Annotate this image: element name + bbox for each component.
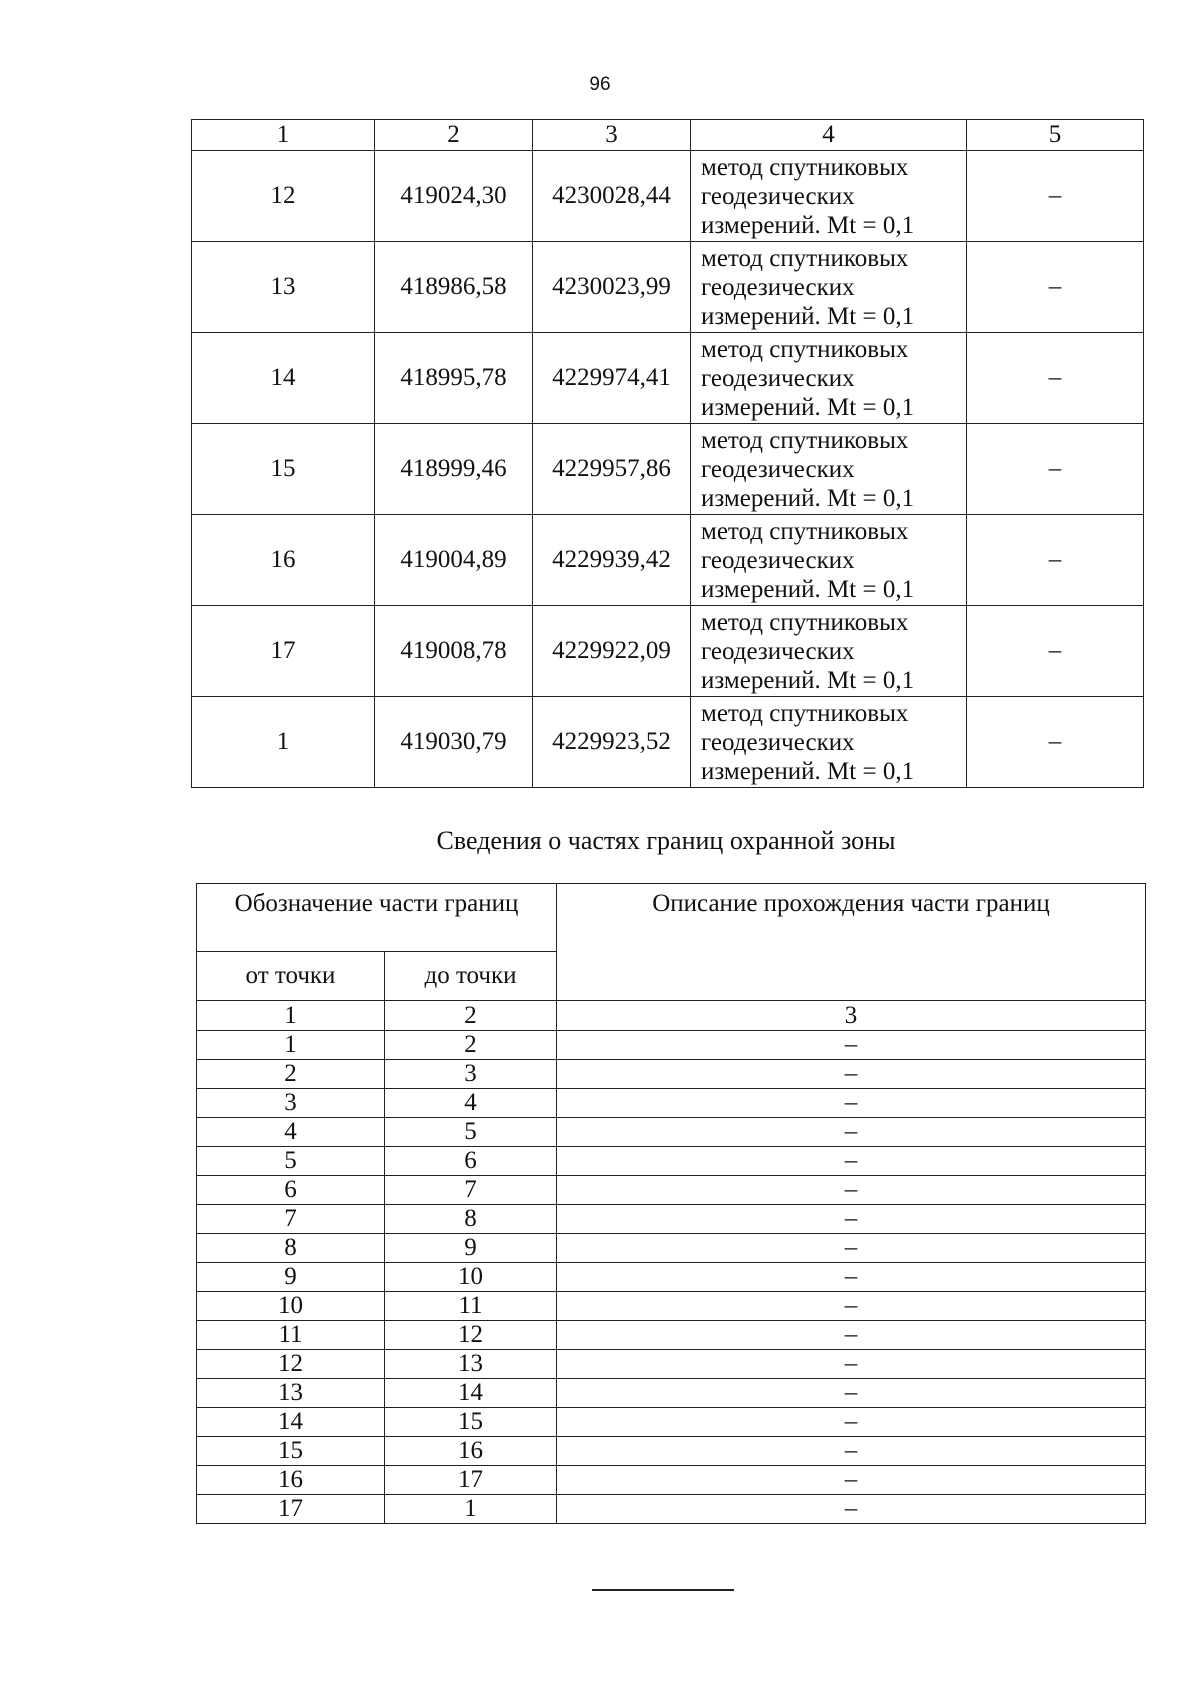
y-coordinate: 4229957,86 <box>533 424 691 515</box>
part-description: – <box>557 1321 1146 1350</box>
point-number: 14 <box>192 333 375 424</box>
method-line: метод спутниковых <box>701 244 909 272</box>
description-header: Описание прохождения части границ <box>557 884 1146 1001</box>
part-description: – <box>557 1437 1146 1466</box>
to-point: 4 <box>385 1089 557 1118</box>
method-line: метод спутниковых <box>701 426 909 454</box>
method-line: измерений. Mt = 0,1 <box>701 302 915 330</box>
from-point: 3 <box>197 1089 385 1118</box>
end-rule <box>592 1589 734 1591</box>
to-point: 2 <box>385 1031 557 1060</box>
part-description: – <box>557 1292 1146 1321</box>
boundary-part-row <box>197 1205 1146 1234</box>
part-description: – <box>557 1089 1146 1118</box>
boundary-part-row <box>197 1321 1146 1350</box>
note: – <box>967 697 1144 788</box>
boundary-parts-table <box>196 883 1146 1524</box>
determination-method <box>691 242 967 333</box>
to-point: 11 <box>385 1292 557 1321</box>
column-header: 1 <box>192 120 375 151</box>
method-line: измерений. Mt = 0,1 <box>701 575 915 603</box>
method-line: измерений. Mt = 0,1 <box>701 757 915 785</box>
part-description: – <box>557 1350 1146 1379</box>
from-point: 4 <box>197 1118 385 1147</box>
to-point-header: до точки <box>385 952 557 1001</box>
y-coordinate: 4229923,52 <box>533 697 691 788</box>
part-description: – <box>557 1147 1146 1176</box>
note: – <box>967 242 1144 333</box>
boundary-part-row <box>197 1379 1146 1408</box>
from-point: 6 <box>197 1176 385 1205</box>
boundary-part-row <box>197 1466 1146 1495</box>
to-point: 12 <box>385 1321 557 1350</box>
boundary-part-row <box>197 1118 1146 1147</box>
page-number: 96 <box>589 74 611 95</box>
method-line: метод спутниковых <box>701 699 909 727</box>
from-point: 17 <box>197 1495 385 1524</box>
method-line: измерений. Mt = 0,1 <box>701 393 915 421</box>
from-point: 1 <box>197 1031 385 1060</box>
section-title: Сведения о частях границ охранной зоны <box>436 826 896 855</box>
from-point: 7 <box>197 1205 385 1234</box>
part-description: – <box>557 1466 1146 1495</box>
coordinates-header-row <box>192 120 1144 151</box>
method-line: геодезических <box>701 273 855 301</box>
to-point: 7 <box>385 1176 557 1205</box>
x-coordinate: 419024,30 <box>375 151 533 242</box>
boundary-part-row <box>197 1292 1146 1321</box>
point-number: 17 <box>192 606 375 697</box>
boundary-part-row <box>197 1350 1146 1379</box>
method-line: метод спутниковых <box>701 608 909 636</box>
method-line: геодезических <box>701 364 855 392</box>
boundary-part-row <box>197 1263 1146 1292</box>
part-description: – <box>557 1379 1146 1408</box>
to-point: 6 <box>385 1147 557 1176</box>
coordinates-row <box>192 424 1144 515</box>
x-coordinate: 418995,78 <box>375 333 533 424</box>
coordinates-row <box>192 242 1144 333</box>
part-description: – <box>557 1205 1146 1234</box>
note: – <box>967 515 1144 606</box>
point-number: 1 <box>192 697 375 788</box>
column-number: 3 <box>557 1001 1146 1031</box>
point-number: 15 <box>192 424 375 515</box>
y-coordinate: 4230028,44 <box>533 151 691 242</box>
from-point: 12 <box>197 1350 385 1379</box>
method-line: метод спутниковых <box>701 335 909 363</box>
to-point: 3 <box>385 1060 557 1089</box>
y-coordinate: 4229922,09 <box>533 606 691 697</box>
point-number: 12 <box>192 151 375 242</box>
to-point: 1 <box>385 1495 557 1524</box>
part-description: – <box>557 1495 1146 1524</box>
from-point: 11 <box>197 1321 385 1350</box>
part-description: – <box>557 1031 1146 1060</box>
coordinates-row <box>192 151 1144 242</box>
to-point: 16 <box>385 1437 557 1466</box>
boundary-part-row <box>197 1147 1146 1176</box>
method-line: геодезических <box>701 728 855 756</box>
x-coordinate: 418999,46 <box>375 424 533 515</box>
x-coordinate: 419008,78 <box>375 606 533 697</box>
from-point: 14 <box>197 1408 385 1437</box>
from-point: 5 <box>197 1147 385 1176</box>
boundary-part-row <box>197 1031 1146 1060</box>
to-point: 14 <box>385 1379 557 1408</box>
from-point-header: от точки <box>197 952 385 1001</box>
coordinates-row <box>192 333 1144 424</box>
determination-method <box>691 515 967 606</box>
from-point: 2 <box>197 1060 385 1089</box>
x-coordinate: 419030,79 <box>375 697 533 788</box>
note: – <box>967 151 1144 242</box>
boundary-part-row <box>197 1176 1146 1205</box>
to-point: 9 <box>385 1234 557 1263</box>
method-line: геодезических <box>701 546 855 574</box>
point-number: 13 <box>192 242 375 333</box>
point-number: 16 <box>192 515 375 606</box>
coordinates-row <box>192 606 1144 697</box>
boundary-part-row <box>197 1089 1146 1118</box>
to-point: 17 <box>385 1466 557 1495</box>
to-point: 13 <box>385 1350 557 1379</box>
from-point: 9 <box>197 1263 385 1292</box>
determination-method <box>691 151 967 242</box>
column-header: 2 <box>375 120 533 151</box>
from-point: 13 <box>197 1379 385 1408</box>
method-line: геодезических <box>701 637 855 665</box>
y-coordinate: 4229939,42 <box>533 515 691 606</box>
note: – <box>967 606 1144 697</box>
coordinates-row <box>192 515 1144 606</box>
determination-method <box>691 697 967 788</box>
method-line: геодезических <box>701 455 855 483</box>
y-coordinate: 4230023,99 <box>533 242 691 333</box>
from-point: 16 <box>197 1466 385 1495</box>
coordinates-table <box>191 119 1144 788</box>
to-point: 8 <box>385 1205 557 1234</box>
boundary-part-row <box>197 1495 1146 1524</box>
boundary-part-row <box>197 1437 1146 1466</box>
note: – <box>967 424 1144 515</box>
coordinates-row <box>192 697 1144 788</box>
method-line: геодезических <box>701 182 855 210</box>
part-description: – <box>557 1060 1146 1089</box>
x-coordinate: 418986,58 <box>375 242 533 333</box>
part-description: – <box>557 1118 1146 1147</box>
from-point: 15 <box>197 1437 385 1466</box>
from-point: 10 <box>197 1292 385 1321</box>
column-number: 1 <box>197 1001 385 1031</box>
method-line: измерений. Mt = 0,1 <box>701 211 915 239</box>
to-point: 5 <box>385 1118 557 1147</box>
method-line: измерений. Mt = 0,1 <box>701 484 915 512</box>
column-header: 4 <box>691 120 967 151</box>
boundary-part-row <box>197 1060 1146 1089</box>
part-description: – <box>557 1263 1146 1292</box>
to-point: 15 <box>385 1408 557 1437</box>
method-line: измерений. Mt = 0,1 <box>701 666 915 694</box>
column-header: 5 <box>967 120 1144 151</box>
boundary-part-row <box>197 1408 1146 1437</box>
determination-method <box>691 606 967 697</box>
y-coordinate: 4229974,41 <box>533 333 691 424</box>
method-line: метод спутниковых <box>701 517 909 545</box>
column-header: 3 <box>533 120 691 151</box>
part-description: – <box>557 1176 1146 1205</box>
from-point: 8 <box>197 1234 385 1263</box>
part-description: – <box>557 1234 1146 1263</box>
determination-method <box>691 424 967 515</box>
boundary-part-row <box>197 1234 1146 1263</box>
to-point: 10 <box>385 1263 557 1292</box>
method-line: метод спутниковых <box>701 153 909 181</box>
determination-method <box>691 333 967 424</box>
column-number: 2 <box>385 1001 557 1031</box>
part-description: – <box>557 1408 1146 1437</box>
x-coordinate: 419004,89 <box>375 515 533 606</box>
note: – <box>967 333 1144 424</box>
designation-header: Обозначение части границ <box>197 884 557 952</box>
